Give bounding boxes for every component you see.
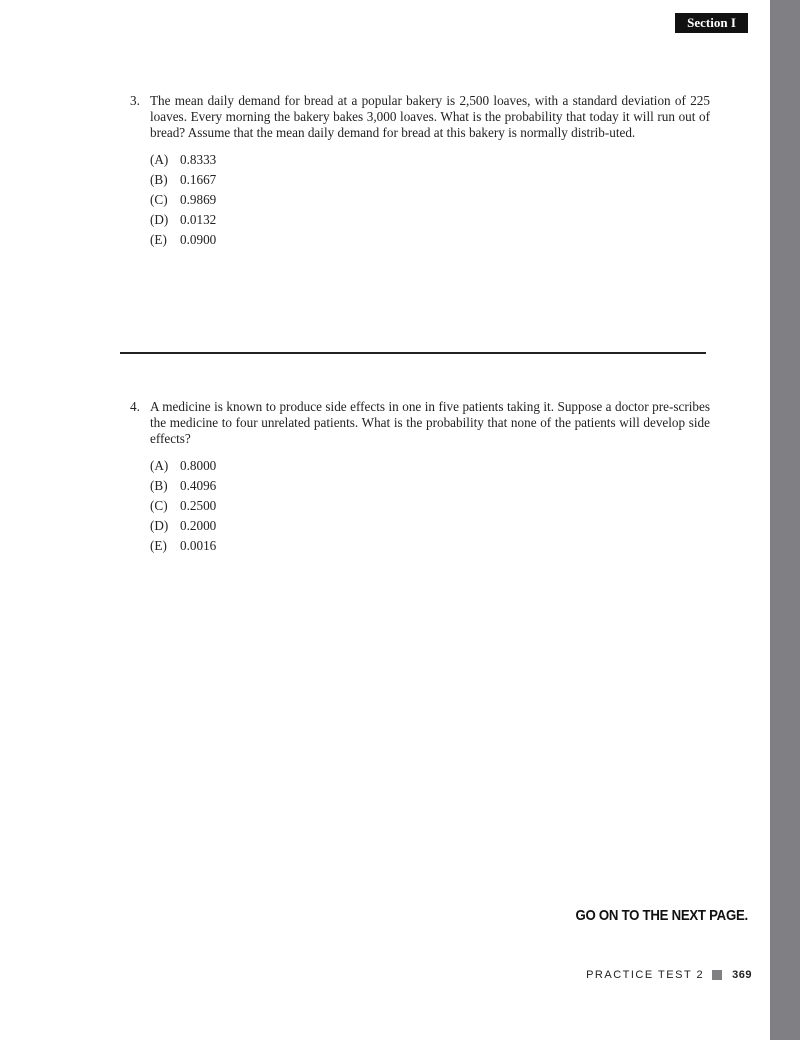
choice-d[interactable] xyxy=(150,516,710,536)
page-number: 369 xyxy=(732,969,752,981)
choice-value: 0.9869 xyxy=(180,192,217,207)
question-divider xyxy=(120,352,706,354)
choice-a[interactable] xyxy=(150,150,710,170)
choice-letter: (C) xyxy=(150,192,168,207)
choice-c[interactable] xyxy=(150,496,710,516)
next-page-notice: GO ON TO THE NEXT PAGE. xyxy=(575,907,748,924)
question-3 xyxy=(130,93,710,250)
question-text: The mean daily demand for bread at a popular bakery is 2,500 loaves, with a standard deviation of 225 loaves. Every morning the bakery bakes 3,000 loaves. What is the probability that today it will run out of bread? Assume that the mean daily demand for bread at this bakery is normally distrib-uted. xyxy=(150,93,710,140)
choice-letter: (C) xyxy=(150,498,168,513)
section-label: Section I xyxy=(675,13,748,33)
choice-value: 0.2000 xyxy=(180,518,217,533)
choice-e[interactable] xyxy=(150,536,710,556)
choice-b[interactable] xyxy=(150,170,710,190)
choice-letter: (B) xyxy=(150,172,168,187)
choice-value: 0.0016 xyxy=(180,538,217,553)
question-number: 3. xyxy=(130,93,140,108)
choice-value: 0.0132 xyxy=(180,212,217,227)
answer-choices xyxy=(150,150,710,250)
page-footer xyxy=(586,969,752,981)
choice-b[interactable] xyxy=(150,476,710,496)
choice-value: 0.8000 xyxy=(180,458,217,473)
answer-choices xyxy=(150,456,710,556)
choice-value: 0.1667 xyxy=(180,172,217,187)
choice-c[interactable] xyxy=(150,190,710,210)
question-number: 4. xyxy=(130,399,140,414)
choice-letter: (D) xyxy=(150,518,169,533)
choice-letter: (E) xyxy=(150,232,167,247)
choice-value: 0.8333 xyxy=(180,152,217,167)
choice-value: 0.2500 xyxy=(180,498,217,513)
choice-value: 0.4096 xyxy=(180,478,217,493)
choice-letter: (B) xyxy=(150,478,168,493)
side-margin-bar xyxy=(770,0,800,1040)
choice-letter: (E) xyxy=(150,538,167,553)
test-label: PRACTICE TEST 2 xyxy=(586,969,705,981)
question-text: A medicine is known to produce side effects in one in five patients taking it. Suppose a doctor pre-scribes the medicine to four unrelated patients. What is the probability that none of the patients will develop side effects? xyxy=(150,399,710,446)
square-icon xyxy=(712,970,722,980)
choice-value: 0.0900 xyxy=(180,232,217,247)
question-4 xyxy=(130,399,710,556)
choice-d[interactable] xyxy=(150,210,710,230)
choice-letter: (D) xyxy=(150,212,169,227)
choice-a[interactable] xyxy=(150,456,710,476)
choice-e[interactable] xyxy=(150,230,710,250)
choice-letter: (A) xyxy=(150,458,169,473)
choice-letter: (A) xyxy=(150,152,169,167)
